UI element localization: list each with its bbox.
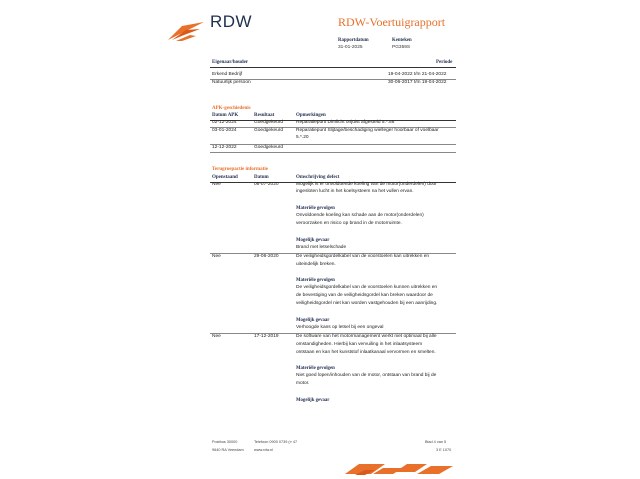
- recall-date: 29-06-2020: [254, 254, 279, 259]
- recall-description: De veiligheidsgordelkabel van de voorstoelen kan uitrekken en: [296, 254, 430, 259]
- period-label: Periode: [436, 60, 453, 65]
- recall-damage-label: Materiële gevolgen: [296, 278, 335, 283]
- apk-date: 12-12-2022: [212, 145, 237, 150]
- recall-damage: veiligheidsgordel niet kan worden vastgehouden bij een aanrijding.: [296, 301, 438, 306]
- report-date-label: Rapportdatum: [338, 38, 369, 43]
- recall-damage: Onvoldoende koeling kan schade aan de motor(onderdelen): [296, 213, 424, 218]
- owners-heading: Eigenaar/houder: [212, 60, 249, 65]
- owner-name: Natuurlijk persoon: [212, 80, 251, 85]
- recall-description: ontstaan en kan het kunststof inlaatkanaal vervormen en smelten.: [296, 350, 436, 355]
- divider: [210, 152, 456, 153]
- recall-open: Nee: [212, 182, 221, 187]
- recall-damage-label: Materiële gevolgen: [296, 366, 335, 371]
- recall-danger: Brand met letselschade: [296, 245, 347, 250]
- owner-period: 30-06-2017 t/m 19-04-2022: [388, 80, 447, 85]
- recall-date: 06-07-2020: [254, 182, 279, 187]
- apk-heading: APK-geschiedenis: [212, 106, 251, 111]
- rdw-logo-icon: [166, 20, 206, 42]
- apk-date: 03-01-2024: [212, 128, 237, 133]
- recall-damage: de bevestiging van de veiligheidsgordel kan breken waardoor de: [296, 293, 433, 298]
- recall-description: ingesloten lucht in het koelsysteem na het vullen ervan.: [296, 189, 414, 194]
- apk-remark: Reparatiepunt Dimlicht onjuist afgesteld 5.*.56: [296, 120, 395, 125]
- footer-page: Blad 4 van 5: [425, 440, 447, 444]
- recall-open: Nee: [212, 254, 221, 259]
- recall-description: uiteindelijk breken.: [296, 262, 336, 267]
- footer-phone: Telefoon 0900 0739 (¤ 47: [254, 440, 298, 444]
- recall-damage: De veiligheidsgordelkabel van de voorstoelen kunnen uitrekken en: [296, 285, 438, 290]
- recall-col-description: Omschrijving defect: [296, 175, 340, 180]
- recall-date: 17-12-2019: [254, 334, 279, 339]
- apk-col-result: Resultaat: [254, 113, 275, 118]
- footer-postbox: Postbus 30000: [212, 440, 238, 444]
- plate-number: PG359S: [392, 45, 411, 50]
- recall-damage: motor.: [296, 381, 310, 386]
- apk-result: Goedgekeurd: [254, 128, 284, 133]
- recall-damage: veroorzaken en risico op brand in de motorruimte.: [296, 221, 402, 226]
- apk-result: Goedgekeurd: [254, 120, 284, 125]
- owner-period: 19-04-2022 t/m 21-04-2022: [388, 72, 447, 77]
- recall-danger-label: Mogelijk gevaar: [296, 318, 330, 323]
- apk-date: 02-12-2024: [212, 120, 237, 125]
- recall-danger-label: Mogelijk gevaar: [296, 238, 330, 243]
- footer-ref: 3 E 1070: [436, 448, 452, 452]
- plate-label: Kenteken: [392, 38, 412, 43]
- recall-damage: Niet goed lopen/inhouden van de motor, ontstaan van brand bij de: [296, 373, 437, 378]
- recall-damage-label: Materiële gevolgen: [296, 206, 335, 211]
- recall-open: Nee: [212, 334, 221, 339]
- apk-col-date: Datum APK: [212, 113, 239, 118]
- owner-name: Erkend Bedrijf: [212, 72, 243, 77]
- recall-danger-label: Mogelijk gevaar: [296, 398, 330, 403]
- recall-description: omstandigheden. Hierbij kan vervuiling in het inlaatsysteem: [296, 342, 423, 347]
- recall-description: Mogelijk is er onvoldoende koeling van de motor(onderdelen) door: [296, 182, 437, 187]
- report-title: RDW-Voertuigrapport: [338, 15, 446, 29]
- recall-description: De software van het motormanagement werkt niet optimaal bij alle: [296, 334, 437, 339]
- divider: [210, 67, 456, 68]
- apk-result: Goedgekeurd: [254, 145, 284, 150]
- footer-website: www.rdw.nl: [254, 448, 273, 452]
- apk-col-remarks: Opmerkingen: [296, 113, 326, 118]
- recalls-heading: Terugroepactie informatie: [212, 167, 268, 172]
- apk-remark: 5.*.20: [296, 135, 309, 140]
- recall-danger: Verhoogde kans op letsel bij een ongeval: [296, 325, 384, 330]
- recall-col-open: Openstaand: [212, 175, 238, 180]
- divider: [210, 144, 456, 145]
- brand-name: RDW: [210, 12, 253, 31]
- apk-remark: Reparatiepunt Slijtage/beschadiging wielleger hoorbaar of voelbaar: [296, 128, 439, 133]
- footer-postcode: 9640 RA Veendam: [212, 448, 244, 452]
- decorative-stripes: [345, 462, 455, 476]
- report-date: 31-01-2025: [338, 45, 363, 50]
- recall-col-date: Datum: [254, 175, 269, 180]
